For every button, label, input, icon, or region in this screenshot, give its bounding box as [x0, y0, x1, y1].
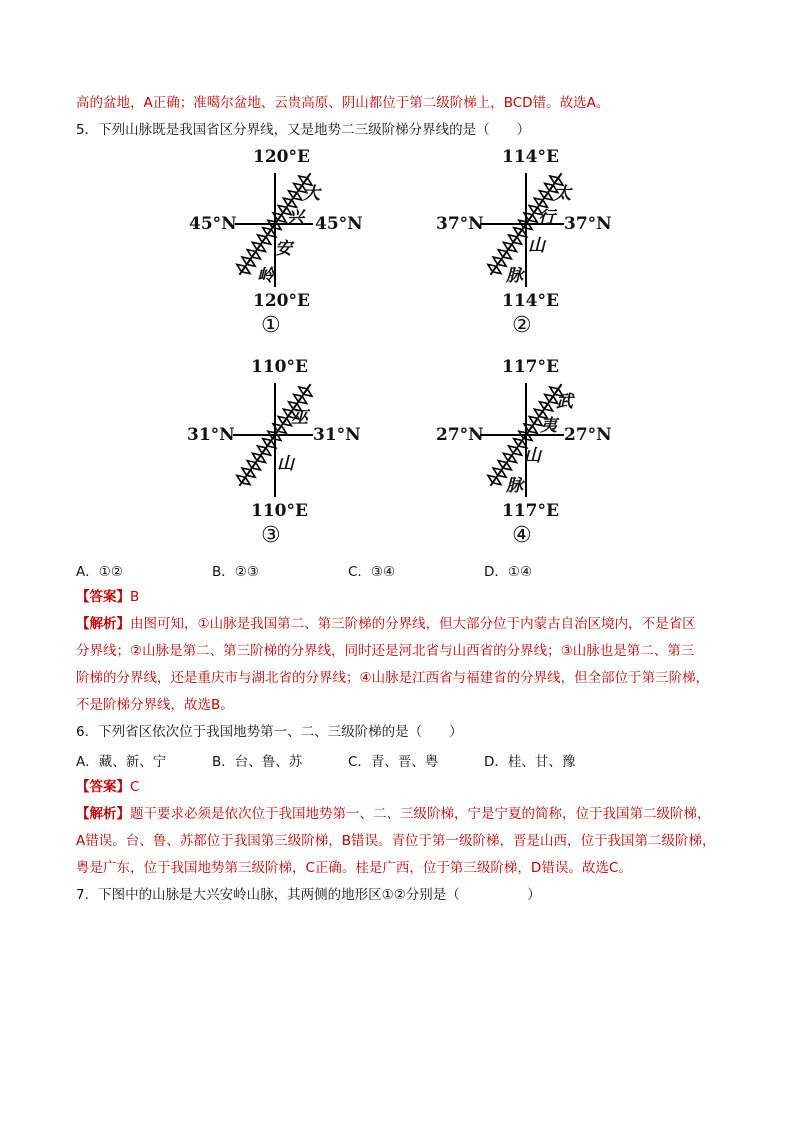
q6-explanation-line: 粤是广东，位于我国地势第三级阶梯，C正确。桂是广西，位于第三级阶梯，D错误。故选C。 — [76, 860, 632, 876]
mountain-name-char: 山 — [524, 446, 541, 466]
q6-explanation-line: A错误。台、鲁、苏都位于我国第三级阶梯，B错误。青位于第一级阶梯，晋是山西，位于我国第二级阶梯， — [76, 833, 716, 849]
mountain-name-char: 脉 — [506, 266, 523, 286]
mountain-name-char: 夷 — [540, 416, 557, 436]
figure-4 — [426, 355, 626, 555]
longitude-bottom-label: 114°E — [502, 291, 559, 311]
mountain-name-char: 行 — [538, 208, 555, 228]
q5-explanation-line: 阶梯的分界线，还是重庆市与湖北省的分界线；④山脉是江西省与福建省的分界线，但全部位于第三阶梯， — [76, 670, 710, 686]
answer-tag: 【答案】 — [76, 779, 130, 795]
figure-number: ① — [261, 313, 281, 338]
longitude-top-label: 110°E — [251, 357, 308, 377]
q6-explanation-line — [76, 804, 711, 824]
option-a: A．①② — [76, 564, 123, 580]
question-7-stem: 7．下图中的山脉是大兴安岭山脉，其两侧的地形区①②分别是（ ） — [76, 887, 541, 903]
latitude-left-label: 45°N — [189, 214, 237, 234]
option-d: D．桂、甘、豫 — [484, 754, 576, 770]
mountain-name-char: 安 — [275, 239, 292, 259]
option-b: B．②③ — [212, 564, 259, 580]
q5-answer — [76, 587, 139, 607]
mountain-name-char: 太 — [554, 184, 571, 204]
latitude-left-label: 31°N — [187, 425, 235, 445]
mountain-name-char: 兴 — [287, 208, 304, 228]
option-c: C．青、晋、粤 — [348, 754, 439, 770]
longitude-bottom-label: 120°E — [253, 291, 310, 311]
figure-3 — [175, 355, 375, 555]
answer-tag: 【答案】 — [76, 589, 130, 605]
mountain-name-char: 巫 — [291, 408, 308, 428]
figure-number: ③ — [261, 523, 281, 548]
mountain-name-char: 脉 — [506, 476, 523, 496]
latitude-right-label: 31°N — [313, 425, 361, 445]
option-d: D．①④ — [484, 564, 533, 580]
figure-1 — [175, 145, 375, 345]
q5-explanation-line: 不是阶梯分界线，故选B。 — [76, 697, 234, 713]
q6-answer — [76, 777, 139, 797]
figure-2 — [426, 145, 626, 345]
answer-value: B — [130, 589, 140, 605]
mountain-name-char: 山 — [528, 236, 545, 256]
longitude-bottom-label: 117°E — [502, 501, 559, 521]
longitude-top-label: 117°E — [502, 357, 559, 377]
option-b: B．台、鲁、苏 — [212, 754, 303, 770]
q5-explanation-line — [76, 614, 696, 634]
explanation-tag: 【解析】 — [76, 806, 130, 822]
mountain-name-char: 岭 — [257, 266, 274, 286]
question-5-stem: 5．下列山脉既是我国省区分界线，又是地势二三级阶梯分界线的是（ ） — [76, 122, 531, 138]
answer-value: C — [130, 779, 140, 795]
longitude-top-label: 114°E — [502, 147, 559, 167]
mountain-name-char: 大 — [303, 184, 320, 204]
option-a: A．藏、新、宁 — [76, 754, 167, 770]
question-6-stem: 6．下列省区依次位于我国地势第一、二、三级阶梯的是（ ） — [76, 724, 463, 740]
latitude-right-label: 45°N — [315, 214, 363, 234]
mountain-name-char: 山 — [277, 454, 294, 474]
latitude-left-label: 37°N — [436, 214, 484, 234]
explanation-text: 由图可知，①山脉是我国第二、第三阶梯的分界线，但大部分位于内蒙古自治区境内，不是省区 — [130, 616, 696, 632]
latitude-left-label: 27°N — [436, 425, 484, 445]
prev-explanation-tail: 高的盆地，A正确；准噶尔盆地、云贵高原、阴山都位于第二级阶梯上，BCD错。故选A。 — [76, 95, 610, 111]
explanation-text: 题干要求必须是依次位于我国地势第一、二、三级阶梯，宁是宁夏的简称，位于我国第二级阶梯， — [130, 806, 711, 822]
option-c: C．③④ — [348, 564, 396, 580]
longitude-top-label: 120°E — [253, 147, 310, 167]
figure-number: ④ — [512, 523, 532, 548]
explanation-tag: 【解析】 — [76, 616, 130, 632]
mountain-name-char: 武 — [556, 392, 573, 412]
latitude-right-label: 27°N — [564, 425, 612, 445]
longitude-bottom-label: 110°E — [251, 501, 308, 521]
figure-number: ② — [512, 313, 532, 338]
latitude-right-label: 37°N — [564, 214, 612, 234]
q5-explanation-line: 分界线；②山脉是第二、第三阶梯的分界线，同时还是河北省与山西省的分界线；③山脉也是第二、第三 — [76, 643, 695, 659]
